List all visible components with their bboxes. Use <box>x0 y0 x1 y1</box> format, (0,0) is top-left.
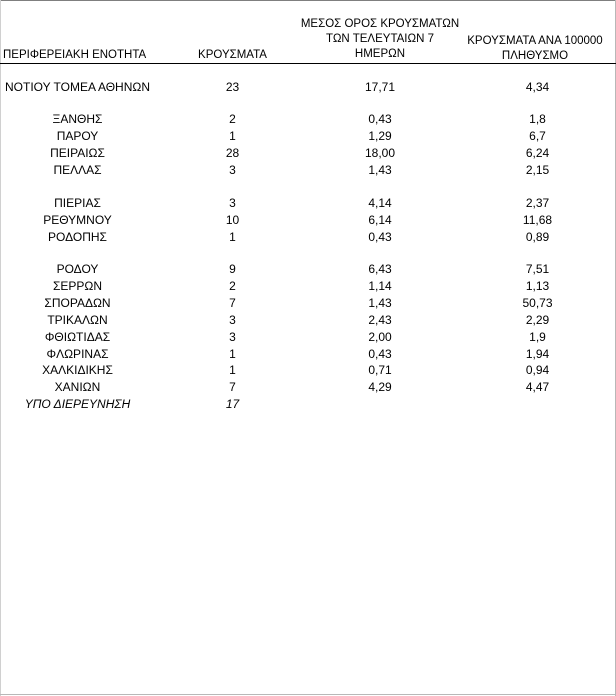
row-avg7: 4,14 <box>368 196 392 210</box>
row-per100k: 0,94 <box>525 363 550 377</box>
row-region: ΧΑΝΙΩΝ <box>54 380 101 394</box>
header-avg7-line2: ΤΩΝ ΤΕΛΕΥΤΑΙΩΝ 7 <box>326 33 434 45</box>
row-per100k: 6,24 <box>525 146 550 160</box>
row-avg7: 2,00 <box>368 330 392 344</box>
table-row <box>0 79 616 96</box>
row-cases: 7 <box>229 380 236 394</box>
row-region: ΡΕΘΥΜΝΟΥ <box>43 213 112 227</box>
row-per100k: 0,89 <box>525 230 550 244</box>
row-region: ΦΘΙΩΤΙΔΑΣ <box>44 330 111 344</box>
row-avg7: 2,43 <box>368 313 392 327</box>
header-avg7-line3: ΗΜΕΡΩΝ <box>354 48 406 60</box>
header-avg7-line1: ΜΕΣΟΣ ΟΡΟΣ ΚΡΟΥΣΜΑΤΩΝ <box>300 18 460 30</box>
row-region: ΠΑΡΟΥ <box>56 129 99 143</box>
table-row <box>0 278 616 295</box>
row-per100k: 6,7 <box>529 129 546 143</box>
row-cases: 1 <box>229 347 236 361</box>
row-cases: 23 <box>225 80 240 94</box>
table-row <box>0 145 616 162</box>
under-investigation-cases: 17 <box>225 397 240 411</box>
table-row <box>0 346 616 363</box>
row-region: ΠΕΛΛΑΣ <box>53 163 102 177</box>
row-per100k: 1,13 <box>525 279 550 293</box>
row-avg7: 18,00 <box>364 146 396 160</box>
header-per100k <box>455 34 615 64</box>
table-row <box>0 195 616 212</box>
row-cases: 10 <box>225 213 240 227</box>
table-row <box>0 111 616 128</box>
row-region: ΡΟΔΟΠΗΣ <box>48 230 107 244</box>
row-region: ΠΕΙΡΑΙΩΣ <box>50 146 105 160</box>
row-per100k: 1,9 <box>529 330 546 344</box>
row-region: ΣΠΟΡΑΔΩΝ <box>44 296 111 310</box>
row-avg7: 17,71 <box>364 80 396 94</box>
row-cases: 9 <box>229 262 236 276</box>
row-per100k: 4,47 <box>525 380 550 394</box>
row-cases: 3 <box>229 313 236 327</box>
row-cases: 3 <box>229 330 236 344</box>
page-top-border <box>0 0 616 1</box>
table-row <box>0 229 616 246</box>
row-per100k: 1,8 <box>529 112 546 126</box>
row-cases: 3 <box>229 196 236 210</box>
under-investigation-label: ΥΠΟ ΔΙΕΡΕΥΝΗΣΗ <box>24 397 131 411</box>
row-per100k: 2,15 <box>525 163 550 177</box>
row-per100k: 11,68 <box>522 213 553 227</box>
row-avg7: 0,43 <box>368 347 392 361</box>
row-avg7: 0,43 <box>368 230 392 244</box>
row-avg7: 0,43 <box>368 112 392 126</box>
table-row <box>0 162 616 179</box>
row-avg7: 6,43 <box>368 262 392 276</box>
row-per100k: 7,51 <box>525 262 550 276</box>
header-avg7 <box>300 17 460 62</box>
row-cases: 28 <box>225 146 240 160</box>
table-row <box>0 295 616 312</box>
table-row <box>0 379 616 396</box>
table-row <box>0 362 616 379</box>
row-cases: 2 <box>229 112 236 126</box>
row-avg7: 4,29 <box>368 380 392 394</box>
row-per100k: 4,34 <box>525 80 550 94</box>
header-per100k-line2: ΠΛΗΘΥΣΜΟ <box>501 50 569 62</box>
row-cases: 1 <box>229 230 236 244</box>
row-region: ΣΕΡΡΩΝ <box>52 279 103 293</box>
row-avg7: 1,29 <box>368 129 392 143</box>
row-avg7: 1,43 <box>368 163 392 177</box>
row-region: ΡΟΔΟΥ <box>56 262 99 276</box>
header-cases: ΚΡΟΥΣΜΑΤΑ <box>198 49 267 61</box>
row-per100k: 1,94 <box>525 347 550 361</box>
row-per100k: 2,29 <box>525 313 550 327</box>
header-divider <box>0 63 616 64</box>
row-cases: 7 <box>229 296 236 310</box>
row-region: ΞΑΝΘΗΣ <box>52 112 103 126</box>
row-avg7: 1,43 <box>368 296 392 310</box>
table-row <box>0 312 616 329</box>
under-investigation-row <box>0 396 616 413</box>
page-bottom-border <box>0 694 616 695</box>
row-cases: 1 <box>229 363 236 377</box>
row-per100k: 50,73 <box>522 296 553 310</box>
table-row <box>0 128 616 145</box>
table-row <box>0 329 616 346</box>
row-avg7: 0,71 <box>368 363 392 377</box>
row-region: ΧΑΛΚΙΔΙΚΗΣ <box>42 363 113 377</box>
table-row <box>0 261 616 278</box>
row-region: ΤΡΙΚΑΛΩΝ <box>47 313 108 327</box>
row-per100k: 2,37 <box>525 196 550 210</box>
row-cases: 1 <box>229 129 236 143</box>
row-region: ΝΟΤΙΟΥ ΤΟΜΕΑ ΑΘΗΝΩΝ <box>4 80 151 94</box>
header-region: ΠΕΡΙΦΕΡΕΙΑΚΗ ΕΝΟΤΗΤΑ <box>3 49 147 61</box>
row-region: ΠΙΕΡΙΑΣ <box>54 196 101 210</box>
header-per100k-line1: ΚΡΟΥΣΜΑΤΑ ΑΝΑ 100000 <box>467 35 603 47</box>
row-avg7: 1,14 <box>368 279 392 293</box>
row-cases: 3 <box>229 163 236 177</box>
row-avg7: 6,14 <box>368 213 392 227</box>
row-region: ΦΛΩΡΙΝΑΣ <box>46 347 109 361</box>
table-row <box>0 212 616 229</box>
row-cases: 2 <box>229 279 236 293</box>
